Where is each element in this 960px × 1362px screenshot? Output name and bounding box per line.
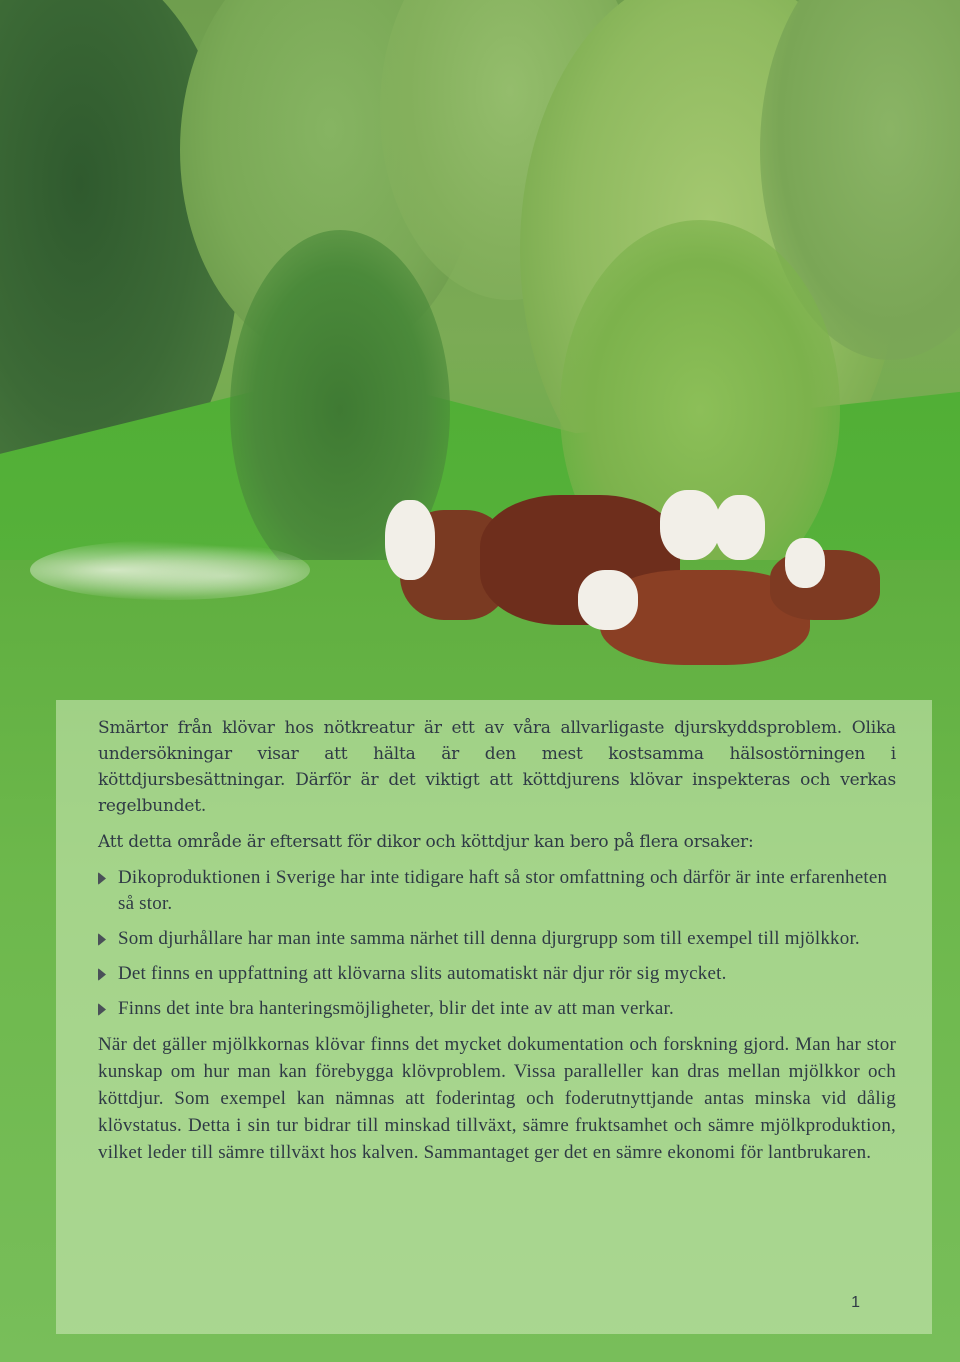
cow-face <box>660 490 720 560</box>
list-item-text: Finns det inte bra hanteringsmöjligheter, blir det inte av att man verkar. <box>118 998 674 1019</box>
list-item <box>98 926 896 952</box>
reasons-lead: Att detta område är eftersatt för dikor och köttdjur kan bero på flera orsaker: <box>98 832 754 852</box>
list-item-text: Dikoproduktionen i Sverige har inte tidigare haft så stor omfattning och därför är inte erfarenheten så stor. <box>118 867 888 914</box>
cow-face <box>385 500 435 580</box>
text-panel <box>56 700 932 1334</box>
triangle-bullet-icon <box>98 1003 106 1016</box>
list-item <box>98 961 896 987</box>
list-item <box>98 996 896 1022</box>
blossoming-bushes <box>30 540 310 600</box>
list-item-text: Som djurhållare har man inte samma närhet till denna djurgrupp som till exempel till mjölkkor. <box>118 928 860 949</box>
list-item-text: Det finns en uppfattning att klövarna slits automatiskt när djur rör sig mycket. <box>118 963 727 984</box>
reasons-list <box>98 865 896 1022</box>
intro-paragraph: Smärtor från klövar hos nötkreatur är ett av våra allvarligaste djurskyddsproblem. Olika undersökningar visar att hälta är den mest kostsamma hälsostörningen i köttdjursbesättningar. Därför är det viktigt att köttdjurens klövar inspekteras och verkas regelbundet. <box>98 718 896 816</box>
closing-paragraph: När det gäller mjölkkornas klövar finns det mycket dokumentation och forskning gjord. Man har stor kunskap om hur man kan förebygga klövproblem. Vissa paralleller kan dras mellan mjölkkor och köttdjur. Som exempel kan nämnas att foderintag och foderutnyttjande antas minska vid dålig klövstatus. Detta i sin tur bidrar till minskad tillväxt, sämre fruktsamhet och sämre mjölkproduktion, vilket leder till sämre tillväxt hos kalven. Sammantaget ger det en sämre ekonomi för lantbrukaren. <box>98 1034 896 1163</box>
cow-face <box>715 495 765 560</box>
page-number: 1 <box>851 1294 860 1311</box>
list-item <box>98 865 896 917</box>
cow-face <box>785 538 825 588</box>
cow-face <box>578 570 638 630</box>
triangle-bullet-icon <box>98 872 106 885</box>
triangle-bullet-icon <box>98 968 106 981</box>
triangle-bullet-icon <box>98 933 106 946</box>
